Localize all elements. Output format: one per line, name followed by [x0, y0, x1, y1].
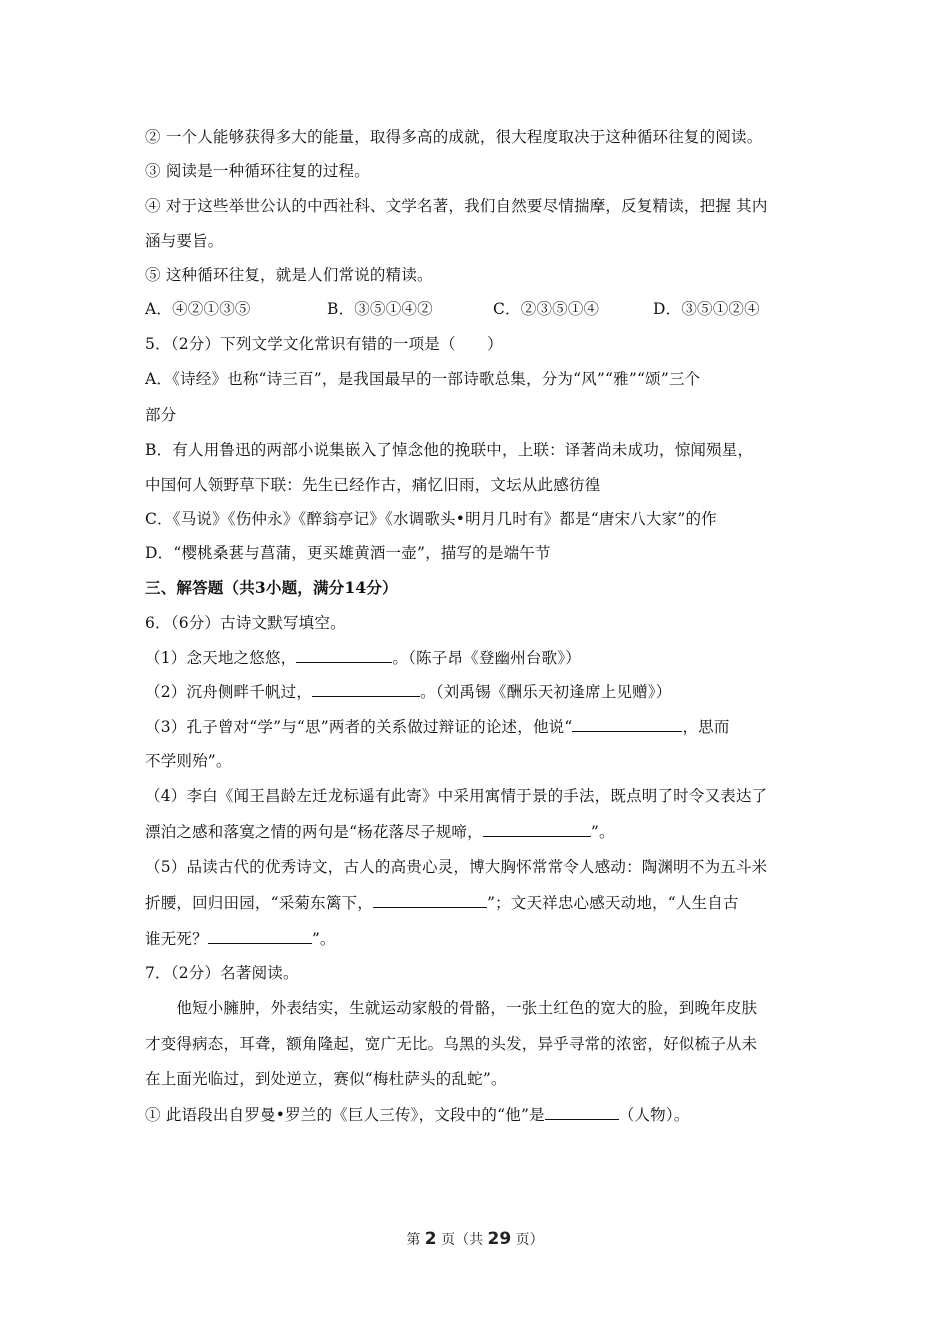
q5-option-a-line1: A．《诗经》也称“诗三百”，是我国最早的一部诗歌总集，分为“风”“雅”“颂”三个: [145, 370, 701, 388]
q6-part-5-blank-1[interactable]: [373, 892, 487, 908]
q4-option-a: A．④②①③⑤: [145, 300, 251, 318]
q6-part-1-blank[interactable]: [296, 647, 392, 663]
q6-part-4-suffix: ”。: [590, 823, 615, 841]
q6-part-5-line1: （5）品读古代的优秀诗文，古人的高贵心灵，博大胸怀常常令人感动：陶渊明不为五斗米: [145, 858, 768, 876]
q6-part-5-line3-suffix: ”。: [311, 930, 336, 948]
q6-part-2-suffix: 。（刘禹锡《酬乐天初逢席上见赠》）: [420, 683, 672, 701]
q6-part-1: [145, 647, 810, 668]
q5-option-d: D．“樱桃桑葚与菖蒲，更买雄黄酒一壶”，描写的是端午节: [145, 544, 551, 562]
footer-middle: 页（共: [441, 1232, 484, 1248]
q6-part-2: [145, 681, 810, 702]
q6-part-3-blank[interactable]: [572, 716, 682, 732]
q6-part-5-line3-prefix: 谁无死？: [145, 930, 208, 948]
q7-sub1-prefix: ① 此语段出自罗曼•罗兰的《巨人三传》，文段中的“他”是: [145, 1106, 545, 1124]
q4-option-c: C．②③⑤①④: [493, 300, 600, 318]
q6-part-2-prefix: （2）沉舟侧畔千帆过，: [145, 683, 313, 701]
q5-option-a-line2: 部分: [145, 406, 177, 424]
q4-option-d: D．③⑤①②④: [653, 300, 760, 318]
q4-option-b: B．③⑤①④②: [327, 300, 433, 318]
q5-stem: 5．（2分）下列文学文化常识有错的一项是（ ）: [145, 335, 503, 353]
q5-option-b-line1: B．有人用鲁迅的两部小说集嵌入了悼念他的挽联中，上联：译著尚未成功，惊闻殒星，: [145, 441, 754, 459]
q6-part-5-middle: ”；文天祥忠心感天动地，“人生自古: [486, 894, 739, 912]
q4-sentence-3: ③ 阅读是一种循环往复的过程。: [145, 162, 370, 180]
page-footer: [0, 1229, 950, 1249]
q6-part-3-line2: 不学则殆”。: [145, 752, 232, 770]
q7-subquestion-1: [145, 1104, 810, 1125]
q5-option-b-line2: 中国何人领野草下联：先生已经作古，痛忆旧雨，文坛从此感彷徨: [145, 476, 601, 494]
q7-stem: 7．（2分）名著阅读。: [145, 964, 299, 982]
q6-part-5-prefix: 折腰，回归田园，“采菊东篱下，: [145, 894, 373, 912]
q6-part-2-blank[interactable]: [312, 681, 420, 697]
q4-sentence-4-line2: 涵与要旨。: [145, 232, 224, 250]
q6-part-1-suffix: 。（陈子昂《登幽州台歌》）: [392, 649, 581, 667]
current-page-number: 2: [424, 1229, 437, 1249]
q6-part-4-prefix: 漂泊之感和落寞之情的两句是“杨花落尽子规啼，: [145, 823, 483, 841]
q6-part-4-line1: （4）李白《闻王昌龄左迁龙标遥有此寄》中采用寓情于景的手法，既点明了时令又表达了: [145, 787, 768, 805]
q6-part-1-prefix: （1）念天地之悠悠，: [145, 649, 297, 667]
q6-part-4-line2: [145, 821, 810, 842]
total-page-count: 29: [487, 1229, 512, 1249]
q6-part-3-prefix: （3）孔子曾对“学”与“思”两者的关系做过辩证的论述，他说“: [145, 718, 573, 736]
q6-part-5-line3: [145, 928, 810, 949]
q7-sub1-suffix: （人物）。: [618, 1106, 690, 1124]
q4-sentence-4-line1: ④ 对于这些举世公认的中西社科、文学名著，我们自然要尽情揣摩，反复精读，把握 其内: [145, 197, 768, 215]
q6-part-3-line1: [145, 716, 810, 737]
footer-suffix: 页）: [515, 1232, 544, 1248]
q4-sentence-5: ⑤ 这种循环往复，就是人们常说的精读。: [145, 266, 433, 284]
q4-sentence-2: ② 一个人能够获得多大的能量，取得多高的成就，很大程度取决于这种循环往复的阅读。: [145, 128, 763, 146]
q6-part-5-line2: [145, 892, 810, 913]
footer-prefix: 第: [406, 1232, 421, 1248]
q7-passage-line2: 才变得病态，耳聋，额角隆起，宽广无比。乌黑的头发，异乎寻常的浓密，好似梳子从未: [145, 1035, 758, 1053]
q4-options: [145, 299, 810, 319]
q7-passage-line1: 他短小臃肿，外表结实，生就运动家般的骨骼，一张土红色的宽大的脸，到晚年皮肤: [145, 999, 758, 1017]
q5-option-c: C．《马说》《伤仲永》《醉翁亭记》《水调歌头•明月几时有》都是“唐宋八大家”的作: [145, 510, 717, 528]
q6-part-4-blank[interactable]: [483, 821, 591, 837]
q7-passage-line3: 在上面光临过，到处逆立，赛似“梅杜萨头的乱蛇”。: [145, 1070, 507, 1088]
q6-stem: 6．（6分）古诗文默写填空。: [145, 614, 346, 632]
q6-part-3-suffix: ，思而: [682, 718, 730, 736]
q6-part-5-blank-2[interactable]: [208, 928, 312, 944]
q7-sub1-blank[interactable]: [545, 1104, 619, 1120]
section-3-heading: 三、解答题（共3小题，满分14分）: [145, 578, 398, 597]
